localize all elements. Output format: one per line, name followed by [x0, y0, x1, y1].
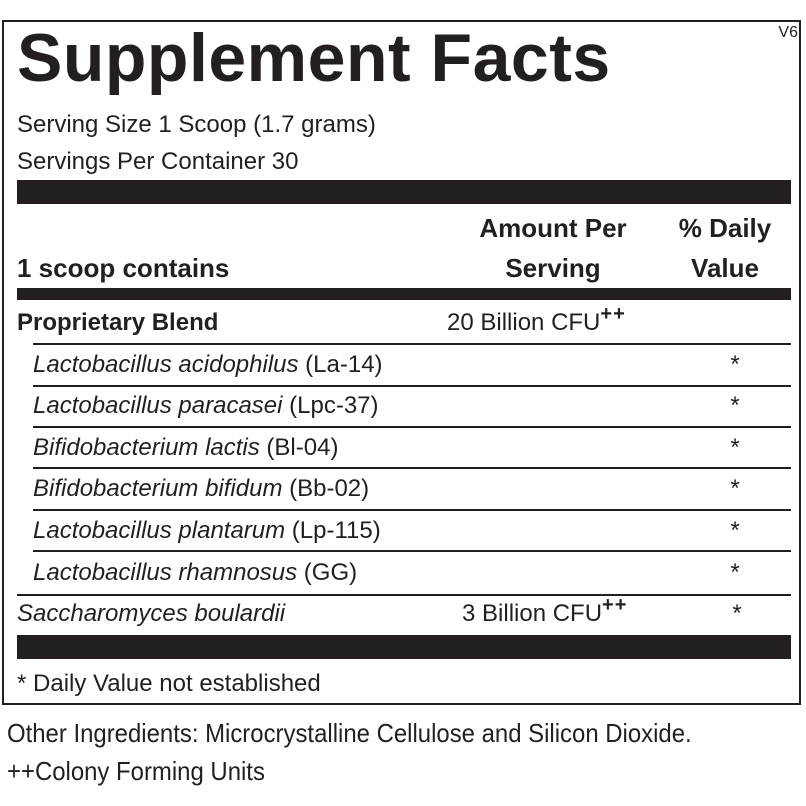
blend-row — [17, 303, 791, 343]
ingredient-daily-value: * — [730, 351, 740, 378]
saccharomyces-daily-value: * — [732, 600, 742, 627]
saccharomyces-row — [17, 594, 791, 634]
ingredient-species: Bifidobacterium lactis — [33, 434, 260, 461]
saccharomyces-name — [17, 594, 285, 634]
ingredient-row — [33, 553, 791, 593]
ingredient-daily-value: * — [730, 475, 740, 502]
ingredient-strain: (Bb-02) — [282, 475, 370, 502]
divider-bar-header — [17, 288, 791, 300]
ingredient-species: Lactobacillus acidophilus — [33, 351, 299, 378]
header-scoop-contains: 1 scoop contains — [17, 253, 230, 283]
row-rule — [33, 550, 791, 552]
blend-amount-value: 20 Billion CFU — [447, 309, 601, 336]
label-title: Supplement Facts — [17, 20, 611, 96]
ingredient-strain: (La-14) — [298, 351, 383, 378]
blend-amount-mark: ++ — [600, 303, 626, 325]
version-code: V6 — [778, 24, 798, 41]
header-daily-line2: Value — [691, 253, 759, 283]
blend-amount — [447, 303, 626, 343]
ingredient-daily-value: * — [730, 392, 740, 419]
other-ingredients: Other Ingredients: Microcrystalline Cellulose and Silicon Dioxide. — [7, 718, 692, 748]
ingredient-name — [33, 428, 338, 468]
saccharomyces-amount — [462, 594, 627, 634]
divider-bar-bottom — [17, 635, 791, 659]
blend-name: Proprietary Blend — [17, 309, 219, 336]
ingredient-species: Lactobacillus plantarum — [33, 517, 286, 544]
ingredient-species: Lactobacillus paracasei — [33, 392, 283, 419]
ingredient-row — [33, 511, 791, 551]
cfu-footnote: ++Colony Forming Units — [7, 756, 265, 786]
ingredient-row — [33, 345, 791, 385]
servings-per-container: Servings Per Container 30 — [17, 148, 299, 175]
ingredient-strain: (Lp-115) — [285, 517, 381, 544]
serving-size: Serving Size 1 Scoop (1.7 grams) — [17, 111, 376, 138]
header-daily-line1: % Daily — [678, 213, 772, 243]
header-amount-line2: Serving — [505, 253, 601, 283]
ingredient-strain: (Bl-04) — [259, 434, 339, 461]
ingredient-name — [33, 553, 357, 593]
ingredient-daily-value: * — [730, 559, 740, 586]
ingredient-row — [33, 469, 791, 509]
ingredient-daily-value: * — [730, 434, 740, 461]
ingredient-name — [33, 469, 369, 509]
ingredient-row — [33, 428, 791, 468]
saccharomyces-amount-value: 3 Billion CFU — [462, 600, 603, 627]
ingredient-name — [33, 345, 383, 385]
ingredient-strain: (GG) — [297, 559, 358, 586]
divider-bar-top — [17, 180, 791, 204]
saccharomyces-species: Saccharomyces boulardii — [17, 600, 286, 627]
ingredient-species: Bifidobacterium bifidum — [33, 475, 283, 502]
ingredient-row — [33, 386, 791, 426]
saccharomyces-amount-mark: ++ — [602, 594, 628, 616]
header-amount-per-serving — [453, 208, 653, 288]
ingredient-name — [33, 511, 381, 551]
header-daily-value — [655, 208, 795, 288]
ingredient-strain: (Lpc-37) — [282, 392, 379, 419]
ingredient-species: Lactobacillus rhamnosus — [33, 559, 298, 586]
header-amount-line1: Amount Per — [479, 213, 627, 243]
ingredient-daily-value: * — [730, 517, 740, 544]
ingredient-name — [33, 386, 379, 426]
daily-value-footnote: * Daily Value not established — [17, 670, 321, 697]
